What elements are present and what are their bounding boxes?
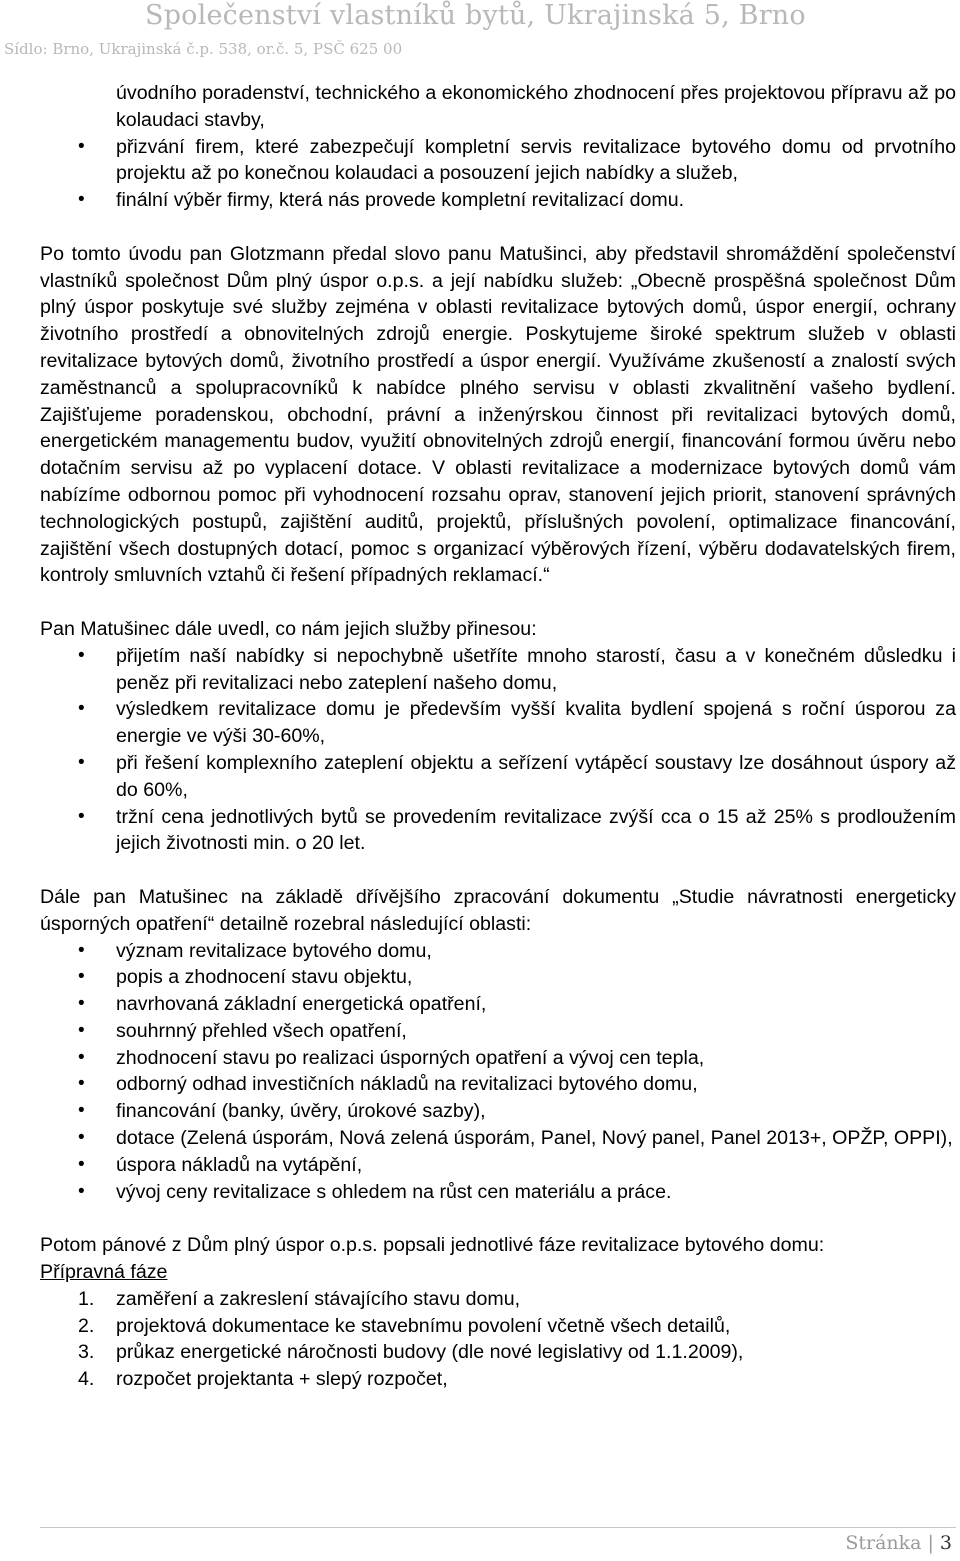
list-item: • souhrnný přehled všech opatření, xyxy=(40,1018,956,1045)
intro-continuation: úvodního poradenství, technického a ekonomického zhodnocení přes projektovou přípravu až po kolaudaci stavby, xyxy=(116,82,956,131)
phase-list xyxy=(40,1286,956,1393)
list-item: • zhodnocení stavu po realizaci úsporných opatření a vývoj cen tepla, xyxy=(40,1045,956,1072)
page-number: 3 xyxy=(939,1532,952,1554)
list-item: • finální výběr firmy, která nás provede kompletní revitalizací domu. xyxy=(40,187,956,214)
list-item: • při řešení komplexního zateplení objektu a seřízení vytápěcí soustavy lze dosáhnout úspory až do 60%, xyxy=(40,750,956,804)
list-text: zaměření a zakreslení stávajícího stavu domu, xyxy=(116,1287,521,1310)
list-item: • tržní cena jednotlivých bytů se provedením revitalizace zvýší cca o 15 až 25% s prodloužením jejich životnosti min. o 20 let. xyxy=(40,804,956,858)
footer-separator: | xyxy=(927,1532,934,1554)
paragraph-intro: Po tomto úvodu pan Glotzmann předal slovo panu Matušinci, aby představil shromáždění společenství vlastníků společnost Dům plný úspor o.p.s. a její nabídku služeb: „Obecně prospěšná společnost Dům plný úspor poskytuje své služby zejména v oblasti revitalizace bytových domů, úspor energií, ochrany životního prostředí a obnovitelných zdrojů energie. Poskytujeme široké spektrum služeb v oblasti revitalizace bytových domů, životního prostředí a úspor energií. Využíváme zkušeností a znalostí svých zaměstnanců a spolupracovníků k nabídce plného servisu v oblasti zkvalitnění vašeho bydlení. Zajišťujeme poradenskou, obchodní, právní a inženýrskou činnost při revitalizaci bytových domů, energetickém managementu budov, využití obnovitelných zdrojů energií, financování formou úvěru nebo dotačním servisu až po vyplacení dotace. V oblasti revitalizace a modernizace bytových domů vám nabízíme odbornou pomoc při vyhodnocení rozsahu oprav, stanovení jejich priorit, stanovení správných technologických postupů, zajištění auditů, projektů, příslušných povolení, optimalizace financování, zajištění všech dostupných dotací, pomoc s organizací výběrových řízení, výběru dodavatelských firem, kontroly smluvních vztahů či řešení případných reklamací.“ xyxy=(40,242,956,587)
list-number: 2. xyxy=(78,1314,95,1337)
phases-intro: Potom pánové z Dům plný úspor o.p.s. popsali jednotlivé fáze revitalizace bytového domu: xyxy=(40,1234,825,1257)
list-item: • výsledkem revitalizace domu je především vyšší kvalita bydlení spojená s roční úsporou za energie ve výši 30-60%, xyxy=(40,696,956,750)
footer-label: Stránka xyxy=(845,1532,922,1554)
list-item: • navrhovaná základní energetická opatření, xyxy=(40,991,956,1018)
list-text: průkaz energetické náročnosti budovy (dle nové legislativy od 1.1.2009), xyxy=(116,1341,744,1364)
list-item: • úspora nákladů na vytápění, xyxy=(40,1152,956,1179)
benefits-list xyxy=(40,643,956,857)
list-item xyxy=(40,1366,956,1393)
bullet-list-top xyxy=(40,134,956,214)
list-item: • popis a zhodnocení stavu objektu, xyxy=(40,964,956,991)
header-subtitle: Sídlo: Brno, Ukrajinská č.p. 538, or.č. 5, PSČ 625 00 xyxy=(4,40,403,58)
areas-intro: Dále pan Matušinec na základě dřívějšího zpracování dokumentu „Studie návratnosti energeticky úsporných opatření“ detailně rozebral následující oblasti: xyxy=(40,885,956,935)
list-item: • dotace (Zelená úsporám, Nová zelená úsporám, Panel, Nový panel, Panel 2013+, OPŽP, OPPI), xyxy=(40,1125,956,1152)
list-number: 3. xyxy=(78,1341,95,1364)
list-number: 4. xyxy=(78,1368,95,1391)
benefits-intro: Pan Matušinec dále uvedl, co nám jejich služby přinesou: xyxy=(40,617,537,640)
list-item xyxy=(40,1313,956,1340)
list-item: • odborný odhad investičních nákladů na revitalizaci bytového domu, xyxy=(40,1071,956,1098)
areas-list xyxy=(40,938,956,1206)
document-body xyxy=(40,80,956,1393)
list-item: • financování (banky, úvěry, úrokové sazby), xyxy=(40,1098,956,1125)
page-footer xyxy=(845,1532,952,1554)
list-item: • přijetím naší nabídky si nepochybně ušetříte mnoho starostí, času a v konečném důsledku i peněz při revitalizaci nebo zateplení našeho domu, xyxy=(40,643,956,697)
header-title: Společenství vlastníků bytů, Ukrajinská 5, Brno xyxy=(145,0,806,31)
list-text: projektová dokumentace ke stavebnímu povolení včetně všech detailů, xyxy=(116,1314,731,1337)
list-text: rozpočet projektanta + slepý rozpočet, xyxy=(116,1368,448,1391)
phase-title: Přípravná fáze xyxy=(40,1261,168,1284)
list-item xyxy=(40,1286,956,1313)
footer-divider xyxy=(40,1527,956,1528)
list-item xyxy=(40,1339,956,1366)
list-item: • přizvání firem, které zabezpečují kompletní servis revitalizace bytového domu od prvotního projektu až po konečnou kolaudaci a posouzení jejich nabídky a služeb, xyxy=(40,134,956,188)
list-number: 1. xyxy=(78,1287,95,1310)
list-item: • význam revitalizace bytového domu, xyxy=(40,938,956,965)
list-item: • vývoj ceny revitalizace s ohledem na růst cen materiálu a práce. xyxy=(40,1179,956,1206)
